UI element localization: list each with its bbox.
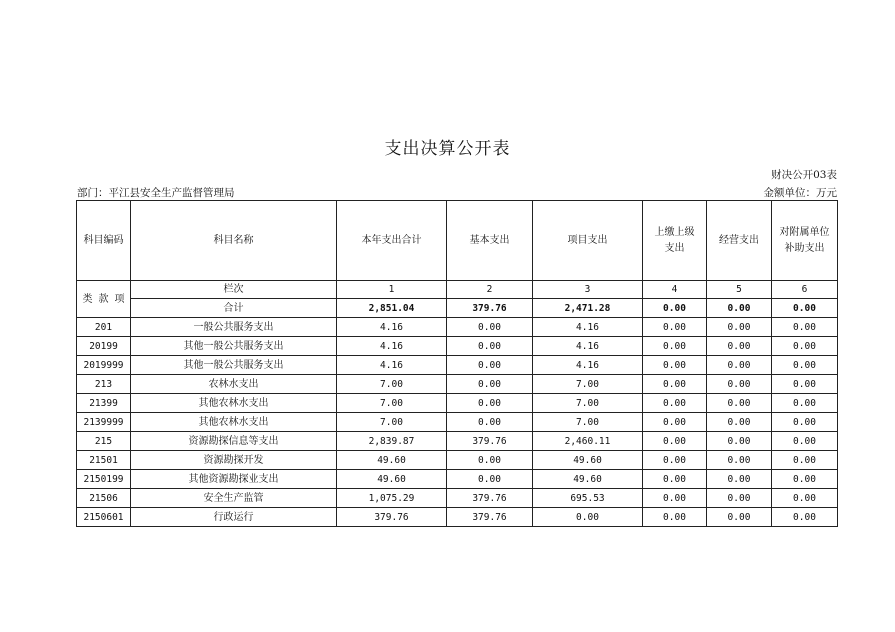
table-row [77, 356, 838, 375]
row-value-2: 0.00 [447, 337, 533, 356]
row-name: 资源勘探信息等支出 [131, 432, 337, 451]
header-row [77, 201, 838, 281]
row-value-2: 0.00 [447, 413, 533, 432]
row-code: 2150199 [77, 470, 131, 489]
row-value-1: 7.00 [337, 394, 447, 413]
header-name: 科目名称 [131, 201, 337, 281]
row-value-1: 4.16 [337, 318, 447, 337]
row-value-2: 379.76 [447, 432, 533, 451]
row-value-5: 0.00 [707, 337, 772, 356]
column-index-4: 4 [643, 281, 707, 299]
subheader-kuan: 款 [98, 293, 109, 305]
table-row [77, 470, 838, 489]
table-row [77, 451, 838, 470]
row-value-4: 0.00 [643, 318, 707, 337]
column-index-3: 3 [533, 281, 643, 299]
row-code: 2139999 [77, 413, 131, 432]
row-value-1: 1,075.29 [337, 489, 447, 508]
column-index-row [77, 281, 838, 299]
total-row [77, 299, 838, 318]
row-value-5: 0.00 [707, 318, 772, 337]
row-value-4: 0.00 [643, 470, 707, 489]
row-value-3: 0.00 [533, 508, 643, 527]
row-value-1: 379.76 [337, 508, 447, 527]
header-subsidy: 对附属单位补助支出 [772, 201, 838, 281]
row-code: 2019999 [77, 356, 131, 375]
subheader-lei: 类 [82, 293, 93, 305]
row-value-6: 0.00 [772, 413, 838, 432]
table-row [77, 508, 838, 527]
row-value-1: 7.00 [337, 375, 447, 394]
row-value-4: 0.00 [643, 451, 707, 470]
row-name: 其他农林水支出 [131, 413, 337, 432]
row-name: 其他一般公共服务支出 [131, 337, 337, 356]
row-value-3: 4.16 [533, 356, 643, 375]
row-name: 一般公共服务支出 [131, 318, 337, 337]
row-code: 21501 [77, 451, 131, 470]
row-code: 201 [77, 318, 131, 337]
row-code: 20199 [77, 337, 131, 356]
row-value-5: 0.00 [707, 470, 772, 489]
row-value-6: 0.00 [772, 432, 838, 451]
row-value-1: 4.16 [337, 356, 447, 375]
row-value-6: 0.00 [772, 337, 838, 356]
header-basic: 基本支出 [447, 201, 533, 281]
row-value-3: 7.00 [533, 394, 643, 413]
column-index-2: 2 [447, 281, 533, 299]
table-row [77, 413, 838, 432]
row-value-6: 0.00 [772, 489, 838, 508]
total-value-1: 2,851.04 [337, 299, 447, 318]
row-name: 行政运行 [131, 508, 337, 527]
row-value-2: 379.76 [447, 489, 533, 508]
expenditure-table [76, 200, 838, 527]
row-value-3: 695.53 [533, 489, 643, 508]
row-value-3: 49.60 [533, 470, 643, 489]
table-row [77, 394, 838, 413]
row-code: 215 [77, 432, 131, 451]
header-code: 科目编码 [77, 201, 131, 281]
amount-unit-label: 金额单位：万元 [763, 187, 837, 199]
row-code: 21506 [77, 489, 131, 508]
row-value-4: 0.00 [643, 375, 707, 394]
row-value-4: 0.00 [643, 508, 707, 527]
page-title: 支出决算公开表 [384, 139, 511, 159]
header-upper: 上缴上级支出 [643, 201, 707, 281]
row-value-3: 49.60 [533, 451, 643, 470]
row-value-3: 7.00 [533, 375, 643, 394]
row-value-5: 0.00 [707, 413, 772, 432]
row-value-2: 0.00 [447, 318, 533, 337]
row-code: 213 [77, 375, 131, 394]
row-value-4: 0.00 [643, 413, 707, 432]
subheader-xiang: 项 [114, 293, 125, 305]
total-value-5: 0.00 [707, 299, 772, 318]
row-value-4: 0.00 [643, 432, 707, 451]
column-index-6: 6 [772, 281, 838, 299]
row-value-6: 0.00 [772, 508, 838, 527]
row-name: 其他资源勘探业支出 [131, 470, 337, 489]
row-name: 资源勘探开发 [131, 451, 337, 470]
row-value-5: 0.00 [707, 375, 772, 394]
row-name: 其他农林水支出 [131, 394, 337, 413]
row-code: 2150601 [77, 508, 131, 527]
row-value-5: 0.00 [707, 508, 772, 527]
total-value-3: 2,471.28 [533, 299, 643, 318]
form-number: 财决公开03表 [771, 169, 837, 181]
row-value-6: 0.00 [772, 451, 838, 470]
row-value-1: 4.16 [337, 337, 447, 356]
row-value-2: 379.76 [447, 508, 533, 527]
table-row [77, 318, 838, 337]
row-value-6: 0.00 [772, 470, 838, 489]
row-value-1: 49.60 [337, 470, 447, 489]
row-value-6: 0.00 [772, 318, 838, 337]
total-value-6: 0.00 [772, 299, 838, 318]
total-label: 合计 [131, 299, 337, 318]
row-value-4: 0.00 [643, 356, 707, 375]
column-index-label: 栏次 [131, 281, 337, 299]
row-value-5: 0.00 [707, 356, 772, 375]
total-value-4: 0.00 [643, 299, 707, 318]
column-index-5: 5 [707, 281, 772, 299]
row-value-3: 4.16 [533, 318, 643, 337]
row-value-6: 0.00 [772, 356, 838, 375]
row-value-2: 0.00 [447, 356, 533, 375]
row-value-5: 0.00 [707, 451, 772, 470]
header-project: 项目支出 [533, 201, 643, 281]
header-business: 经营支出 [707, 201, 772, 281]
table-row [77, 375, 838, 394]
row-name: 农林水支出 [131, 375, 337, 394]
total-value-2: 379.76 [447, 299, 533, 318]
table-row [77, 337, 838, 356]
row-value-1: 7.00 [337, 413, 447, 432]
row-value-5: 0.00 [707, 489, 772, 508]
row-value-2: 0.00 [447, 470, 533, 489]
row-value-5: 0.00 [707, 432, 772, 451]
row-value-4: 0.00 [643, 394, 707, 413]
row-value-2: 0.00 [447, 375, 533, 394]
column-index-1: 1 [337, 281, 447, 299]
row-code: 21399 [77, 394, 131, 413]
row-value-2: 0.00 [447, 451, 533, 470]
row-value-6: 0.00 [772, 375, 838, 394]
row-name: 其他一般公共服务支出 [131, 356, 337, 375]
row-value-5: 0.00 [707, 394, 772, 413]
row-value-4: 0.00 [643, 337, 707, 356]
header-total: 本年支出合计 [337, 201, 447, 281]
row-value-6: 0.00 [772, 394, 838, 413]
row-value-1: 49.60 [337, 451, 447, 470]
table-row [77, 489, 838, 508]
department-label: 部门：平江县安全生产监督管理局 [77, 187, 235, 199]
row-value-3: 4.16 [533, 337, 643, 356]
category-subheader [77, 281, 131, 318]
row-value-3: 7.00 [533, 413, 643, 432]
row-name: 安全生产监管 [131, 489, 337, 508]
row-value-2: 0.00 [447, 394, 533, 413]
row-value-3: 2,460.11 [533, 432, 643, 451]
row-value-4: 0.00 [643, 489, 707, 508]
row-value-1: 2,839.87 [337, 432, 447, 451]
table-row [77, 432, 838, 451]
